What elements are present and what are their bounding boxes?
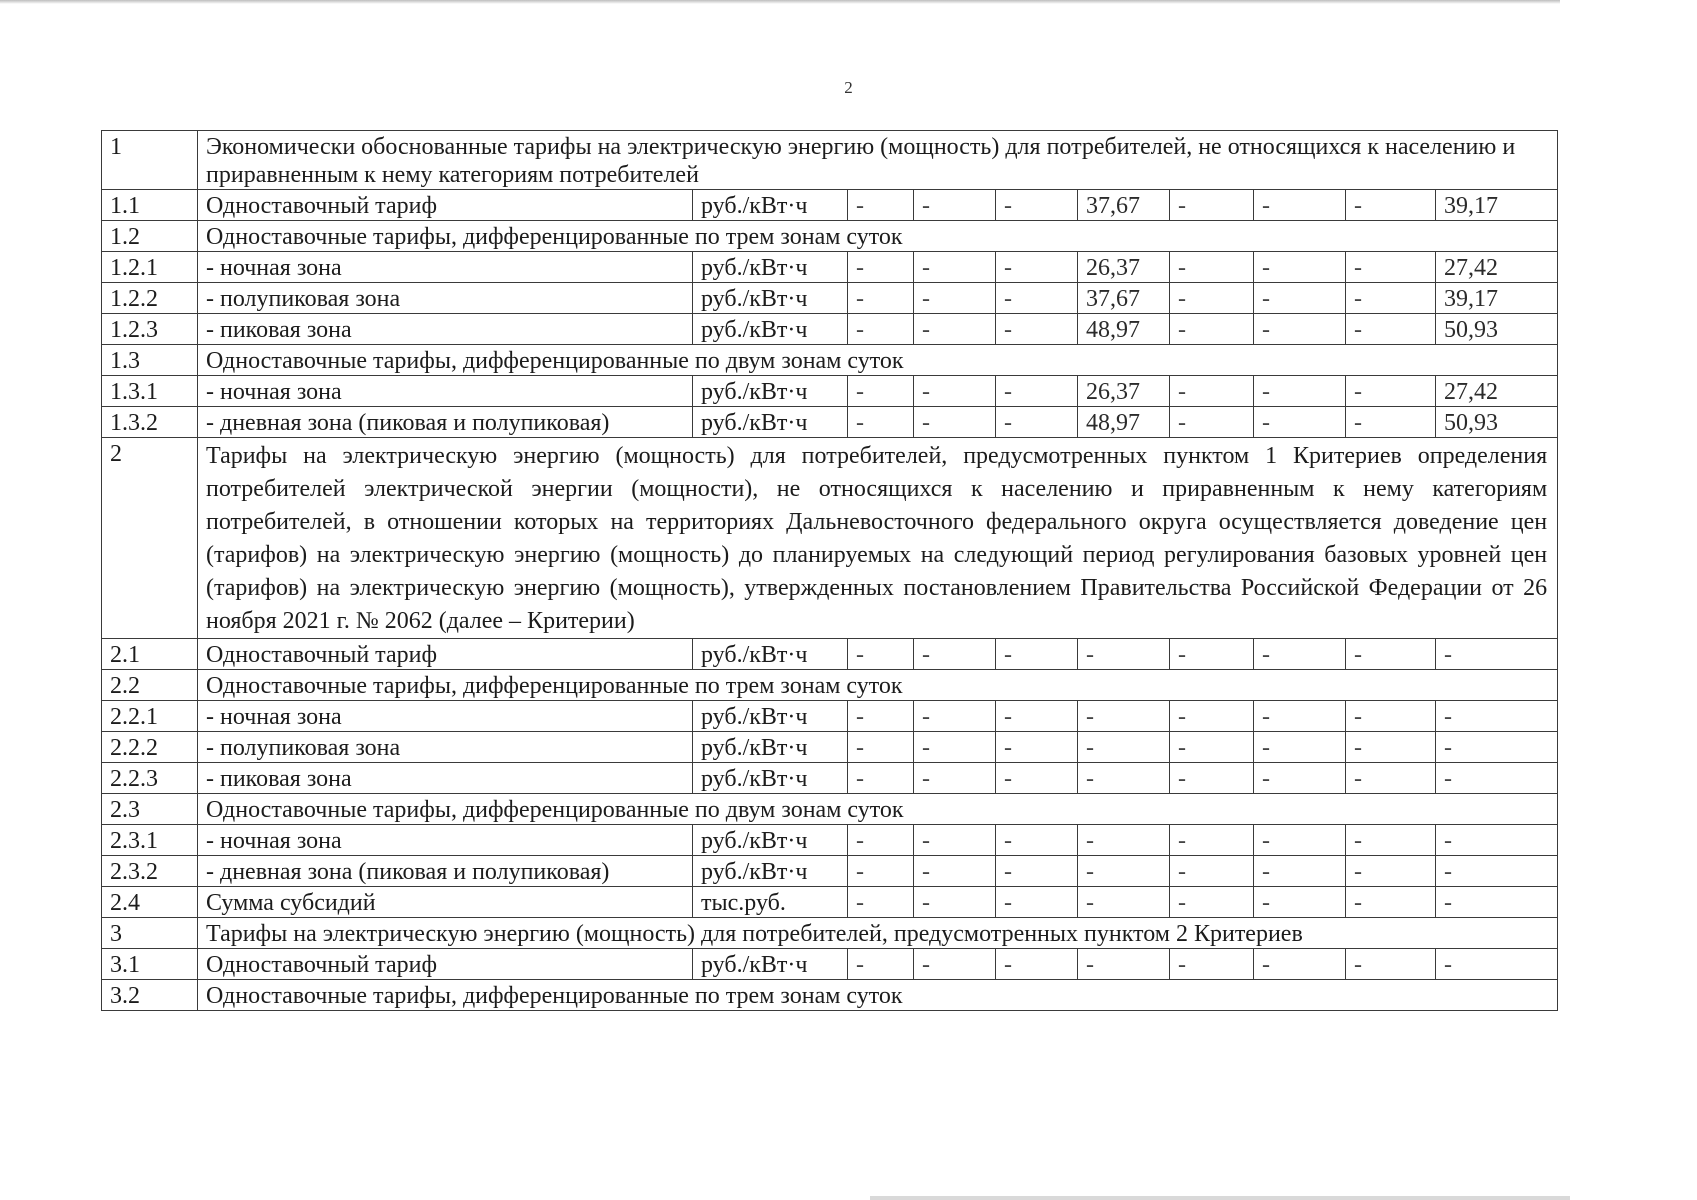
value-cell: 27,42 [1436, 376, 1558, 407]
section-row [102, 345, 1558, 376]
table-row [102, 639, 1558, 670]
section-row [102, 670, 1558, 701]
value-cell: - [1346, 949, 1436, 980]
unit-cell: руб./кВт·ч [693, 376, 848, 407]
value-cell: - [914, 314, 996, 345]
scan-edge-bottom [870, 1196, 1570, 1200]
section-heading: Экономически обоснованные тарифы на электрическую энергию (мощность) для потребителей, не относящихся к населению и приравненным к нему категориям потребителей [198, 131, 1558, 190]
value-cell: - [848, 949, 914, 980]
value-cell: - [996, 639, 1078, 670]
value-cell: - [1436, 701, 1558, 732]
value-cell: - [1254, 856, 1346, 887]
section-row [102, 980, 1558, 1011]
row-number: 2.3 [102, 794, 198, 825]
value-cell: - [1254, 701, 1346, 732]
value-cell: - [1436, 732, 1558, 763]
value-cell: - [914, 252, 996, 283]
value-cell: - [996, 314, 1078, 345]
table-row [102, 949, 1558, 980]
tariff-name: - ночная зона [198, 825, 693, 856]
value-cell: 50,93 [1436, 407, 1558, 438]
row-number: 1.3.1 [102, 376, 198, 407]
section-row [102, 221, 1558, 252]
row-number: 1.3 [102, 345, 198, 376]
value-cell: - [1078, 639, 1170, 670]
value-cell: - [1170, 639, 1254, 670]
table-row [102, 376, 1558, 407]
value-cell: - [848, 856, 914, 887]
section-heading: Тарифы на электрическую энергию (мощность) для потребителей, предусмотренных пунктом 1 Критериев определения потребителей электрической энергии (мощности), не относящихся к населению и приравненным к нему категориям потребителей, в отношении которых на территориях Дальневосточного федерального округа осуществляется доведение цен (тарифов) на электрическую энергию (мощность) до планируемых на следующий период регулирования базовых уровней цен (тарифов) на электрическую энергию (мощность), утвержденных постановлением Правительства Российской Федерации от 26 ноября 2021 г. № 2062 (далее – Критерии) [198, 438, 1558, 639]
value-cell: - [1170, 190, 1254, 221]
value-cell: - [1346, 314, 1436, 345]
value-cell: 39,17 [1436, 283, 1558, 314]
value-cell: 37,67 [1078, 283, 1170, 314]
table-row [102, 763, 1558, 794]
tariff-name: Одноставочный тариф [198, 190, 693, 221]
value-cell: - [1254, 283, 1346, 314]
row-number: 1.2.3 [102, 314, 198, 345]
value-cell: - [1436, 639, 1558, 670]
value-cell: - [1078, 887, 1170, 918]
unit-cell: руб./кВт·ч [693, 407, 848, 438]
value-cell: - [1170, 763, 1254, 794]
value-cell: - [848, 639, 914, 670]
value-cell: - [1078, 949, 1170, 980]
value-cell: - [914, 887, 996, 918]
value-cell: - [848, 825, 914, 856]
value-cell: 27,42 [1436, 252, 1558, 283]
value-cell: - [1078, 701, 1170, 732]
value-cell: - [1254, 314, 1346, 345]
row-number: 1.2.1 [102, 252, 198, 283]
value-cell: - [1254, 639, 1346, 670]
section-heading: Одноставочные тарифы, дифференцированные по трем зонам суток [198, 670, 1558, 701]
section-heading: Одноставочные тарифы, дифференцированные по двум зонам суток [198, 794, 1558, 825]
value-cell: 26,37 [1078, 252, 1170, 283]
section-row [102, 438, 1558, 639]
value-cell: - [848, 283, 914, 314]
unit-cell: руб./кВт·ч [693, 732, 848, 763]
value-cell: - [914, 701, 996, 732]
table-row [102, 314, 1558, 345]
value-cell: - [914, 825, 996, 856]
tariff-name: - полупиковая зона [198, 732, 693, 763]
value-cell: - [1170, 856, 1254, 887]
value-cell: - [1346, 887, 1436, 918]
value-cell: - [1254, 887, 1346, 918]
value-cell: - [1170, 949, 1254, 980]
page-number: 2 [844, 78, 853, 97]
tariff-name: Сумма субсидий [198, 887, 693, 918]
row-number: 2.2 [102, 670, 198, 701]
section-heading: Одноставочные тарифы, дифференцированные по двум зонам суток [198, 345, 1558, 376]
row-number: 1.2 [102, 221, 198, 252]
tariff-name: - ночная зона [198, 701, 693, 732]
unit-cell: руб./кВт·ч [693, 639, 848, 670]
value-cell: - [996, 732, 1078, 763]
value-cell: - [1346, 825, 1436, 856]
value-cell: - [1436, 763, 1558, 794]
value-cell: - [1254, 732, 1346, 763]
table-row [102, 887, 1558, 918]
row-number: 2.2.1 [102, 701, 198, 732]
value-cell: - [1346, 639, 1436, 670]
row-number: 3.1 [102, 949, 198, 980]
value-cell: - [914, 763, 996, 794]
value-cell: - [914, 856, 996, 887]
value-cell: - [996, 252, 1078, 283]
row-number: 2.4 [102, 887, 198, 918]
value-cell: - [848, 314, 914, 345]
value-cell: - [1078, 825, 1170, 856]
tariff-name: - полупиковая зона [198, 283, 693, 314]
row-number: 2.2.3 [102, 763, 198, 794]
row-number: 2.1 [102, 639, 198, 670]
unit-cell: руб./кВт·ч [693, 825, 848, 856]
row-number: 3.2 [102, 980, 198, 1011]
tariff-name: - дневная зона (пиковая и полупиковая) [198, 407, 693, 438]
unit-cell: руб./кВт·ч [693, 701, 848, 732]
table-row [102, 283, 1558, 314]
table-row [102, 407, 1558, 438]
value-cell: - [1170, 732, 1254, 763]
value-cell: - [1346, 407, 1436, 438]
value-cell: - [848, 376, 914, 407]
row-number: 2.3.1 [102, 825, 198, 856]
value-cell: - [848, 190, 914, 221]
value-cell: 26,37 [1078, 376, 1170, 407]
value-cell: - [1170, 283, 1254, 314]
value-cell: - [914, 283, 996, 314]
value-cell: - [1254, 763, 1346, 794]
value-cell: - [914, 376, 996, 407]
value-cell: - [1170, 887, 1254, 918]
row-number: 1.2.2 [102, 283, 198, 314]
value-cell: - [996, 283, 1078, 314]
value-cell: - [1170, 376, 1254, 407]
tariff-table-body [102, 131, 1558, 1011]
value-cell: - [1346, 252, 1436, 283]
section-heading: Тарифы на электрическую энергию (мощность) для потребителей, предусмотренных пунктом 2 Критериев [198, 918, 1558, 949]
row-number: 1.3.2 [102, 407, 198, 438]
value-cell: - [848, 763, 914, 794]
tariff-name: Одноставочный тариф [198, 639, 693, 670]
row-number: 3 [102, 918, 198, 949]
table-row [102, 856, 1558, 887]
value-cell: 48,97 [1078, 314, 1170, 345]
value-cell: - [1346, 856, 1436, 887]
value-cell: 50,93 [1436, 314, 1558, 345]
value-cell: - [996, 190, 1078, 221]
value-cell: 37,67 [1078, 190, 1170, 221]
value-cell: - [1346, 283, 1436, 314]
row-number: 2 [102, 438, 198, 639]
section-row [102, 918, 1558, 949]
value-cell: - [996, 763, 1078, 794]
value-cell: - [1170, 825, 1254, 856]
section-row [102, 131, 1558, 190]
section-row [102, 794, 1558, 825]
tariff-name: - ночная зона [198, 252, 693, 283]
row-number: 2.3.2 [102, 856, 198, 887]
value-cell: - [1078, 763, 1170, 794]
value-cell: - [848, 407, 914, 438]
value-cell: - [1346, 701, 1436, 732]
value-cell: - [1170, 314, 1254, 345]
unit-cell: руб./кВт·ч [693, 314, 848, 345]
value-cell: - [1254, 376, 1346, 407]
unit-cell: руб./кВт·ч [693, 949, 848, 980]
value-cell: - [996, 701, 1078, 732]
row-number: 2.2.2 [102, 732, 198, 763]
value-cell: - [914, 639, 996, 670]
scan-edge-top [0, 0, 1560, 4]
unit-cell: руб./кВт·ч [693, 283, 848, 314]
table-row [102, 825, 1558, 856]
value-cell: - [996, 407, 1078, 438]
table-row [102, 732, 1558, 763]
value-cell: 48,97 [1078, 407, 1170, 438]
value-cell: - [996, 856, 1078, 887]
value-cell: - [996, 825, 1078, 856]
value-cell: - [1436, 949, 1558, 980]
value-cell: - [848, 252, 914, 283]
tariff-name: - ночная зона [198, 376, 693, 407]
value-cell: - [1078, 856, 1170, 887]
tariff-name: Одноставочный тариф [198, 949, 693, 980]
row-number: 1 [102, 131, 198, 190]
unit-cell: руб./кВт·ч [693, 763, 848, 794]
section-heading: Одноставочные тарифы, дифференцированные по трем зонам суток [198, 980, 1558, 1011]
value-cell: - [1254, 407, 1346, 438]
value-cell: - [914, 732, 996, 763]
value-cell: - [1346, 763, 1436, 794]
value-cell: - [914, 407, 996, 438]
table-row [102, 190, 1558, 221]
value-cell: - [1346, 190, 1436, 221]
unit-cell: руб./кВт·ч [693, 190, 848, 221]
value-cell: - [1436, 856, 1558, 887]
tariff-name: - пиковая зона [198, 763, 693, 794]
value-cell: - [914, 190, 996, 221]
value-cell: - [1254, 825, 1346, 856]
table-row [102, 701, 1558, 732]
unit-cell: руб./кВт·ч [693, 252, 848, 283]
value-cell: - [996, 949, 1078, 980]
value-cell: - [1170, 701, 1254, 732]
value-cell: - [996, 376, 1078, 407]
value-cell: - [1170, 252, 1254, 283]
value-cell: - [1346, 732, 1436, 763]
value-cell: - [848, 732, 914, 763]
value-cell: - [914, 949, 996, 980]
value-cell: - [1436, 887, 1558, 918]
section-heading: Одноставочные тарифы, дифференцированные по трем зонам суток [198, 221, 1558, 252]
row-number: 1.1 [102, 190, 198, 221]
tariff-table [101, 130, 1558, 1011]
value-cell: - [1170, 407, 1254, 438]
value-cell: 39,17 [1436, 190, 1558, 221]
value-cell: - [848, 887, 914, 918]
table-row [102, 252, 1558, 283]
unit-cell: тыс.руб. [693, 887, 848, 918]
value-cell: - [1078, 732, 1170, 763]
unit-cell: руб./кВт·ч [693, 856, 848, 887]
value-cell: - [1436, 825, 1558, 856]
value-cell: - [1254, 949, 1346, 980]
tariff-name: - дневная зона (пиковая и полупиковая) [198, 856, 693, 887]
value-cell: - [1254, 190, 1346, 221]
value-cell: - [1346, 376, 1436, 407]
value-cell: - [996, 887, 1078, 918]
value-cell: - [1254, 252, 1346, 283]
tariff-name: - пиковая зона [198, 314, 693, 345]
value-cell: - [848, 701, 914, 732]
